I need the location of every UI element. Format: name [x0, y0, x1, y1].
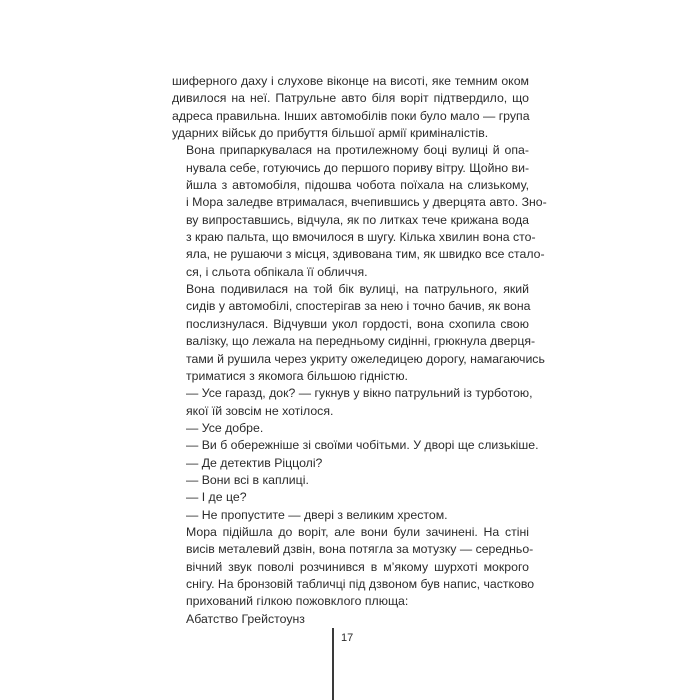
text-line: йшла з автомобіля, підошва чобота поїхала на слизькому, — [186, 178, 529, 193]
paragraph — [172, 507, 529, 524]
text-line: — Вони всі в каплиці. — [186, 472, 309, 487]
text-line: ударних військ до прибуття більшої армії криміналістів. — [172, 126, 489, 141]
text-line: якої їй зовсім не хотілося. — [186, 403, 334, 418]
paragraph — [172, 524, 535, 611]
paragraph — [172, 611, 529, 628]
text-line: дивилося на неї. Патрульне авто біля воріт підтвердило, що — [172, 91, 529, 106]
text-line: — Усе добре. — [186, 420, 264, 435]
text-line: Мора підійшла до воріт, але вони були зачинені. На стіні — [186, 524, 529, 539]
text-line: прихований гілкою пожовклого плюща: — [186, 594, 409, 609]
text-line: сидів у автомобілі, спостерігав за нею і точно бачив, як вона — [186, 299, 531, 314]
text-line: вічний звук поволі розчинився в м’якому шурхоті мокрого — [186, 559, 529, 574]
text-line: нувала себе, готуючись до першого пориву вітру. Щойно ви- — [186, 160, 530, 175]
text-line: — Не пропустите — двері з великим хрестом. — [186, 507, 448, 522]
paragraph — [172, 142, 547, 281]
text-line: Вона припаркувалася на протилежному боці вулиці й опа- — [186, 143, 529, 158]
paragraph — [172, 472, 529, 489]
footer-vertical-rule — [332, 628, 334, 700]
body-text — [172, 73, 547, 628]
text-line: і Мора заледве втрималася, вчепившись у дверцята авто. Зно- — [186, 195, 547, 210]
paragraph — [172, 437, 539, 454]
paragraph — [172, 455, 529, 472]
paragraph — [172, 385, 533, 420]
text-line: з краю пальта, що вмочилося в шугу. Кілька хвилин вона сто- — [186, 230, 536, 245]
paragraph — [172, 489, 529, 506]
text-line: адреса правильна. Інших автомобілів поки було мало — група — [172, 108, 530, 123]
text-line: шиферного даху і слухове віконце на висоті, яке темним оком — [172, 74, 529, 88]
page-number: 17 — [341, 632, 354, 644]
text-line: — Ви б обережніше зі своїми чобітьми. У дворі ще слизькіше. — [186, 438, 539, 453]
text-line: тами й рушила через укриту ожеледицею дорогу, намагаючись — [186, 351, 545, 366]
text-line: — І де це? — [186, 490, 247, 505]
paragraph — [172, 73, 529, 142]
paragraph — [172, 281, 545, 385]
text-line: ву випроставшись, відчула, як по литках тече крижана вода — [186, 212, 529, 227]
text-line: валізку, що лежала на передньому сидінні, грюкнула дверця- — [186, 334, 536, 349]
text-line: — Усе гаразд, док? — гукнув у вікно патрульний із турботою, — [186, 386, 533, 401]
text-line: — Де детектив Ріццолі? — [186, 455, 323, 470]
text-line: висів металевий дзвін, вона потягла за мотузку — середньо- — [186, 542, 534, 557]
text-line: снігу. На бронзовій табличці під дзвоном був напис, частково — [186, 576, 535, 591]
text-line: ся, і сльота обпікала її обличчя. — [186, 264, 368, 279]
paragraph — [172, 420, 529, 437]
text-line: Вона подивилася на той бік вулиці, на патрульного, який — [186, 282, 529, 297]
text-line: яла, не рушаючи з місця, здивована тим, як швидко все стало- — [186, 247, 545, 262]
text-line: триматися з якомога більшою гідністю. — [186, 368, 408, 383]
text-line: послизнулася. Відчувши укол гордості, вона схопила свою — [186, 316, 529, 331]
text-line: Абатство Грейстоунз — [186, 611, 305, 626]
